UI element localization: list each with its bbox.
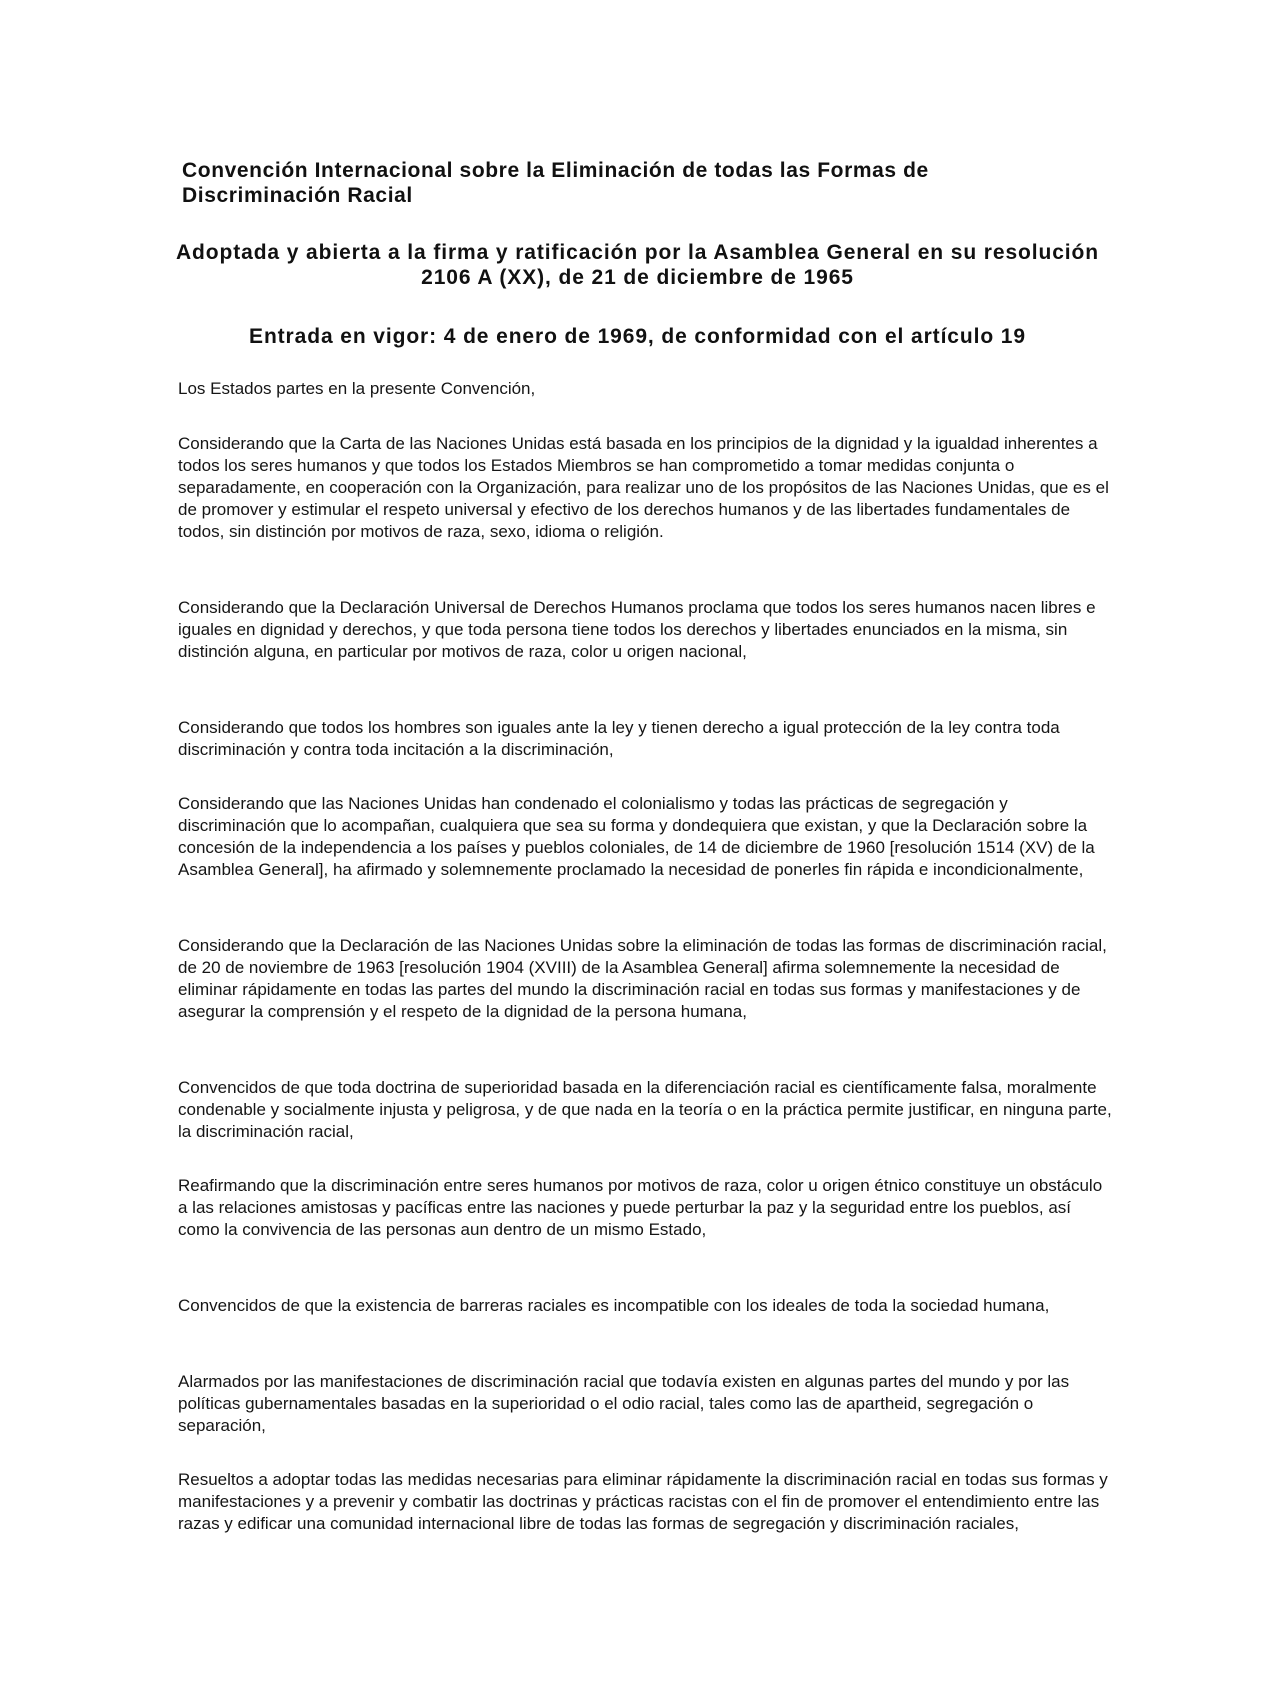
preamble-paragraph: Considerando que la Declaración de las Naciones Unidas sobre la eliminación de todas las formas de discriminación racial, de 20 de noviembre de 1963 [resolución 1904 (XVIII) de la Asamblea General] afirma solemnemente la necesidad de eliminar rápidamente en todas las partes del mundo la discriminación racial en todas sus formas y manifestaciones y de asegurar la comprensión y el respeto de la dignidad de la persona humana,	[178, 936, 1107, 1021]
preamble-opening: Los Estados partes en la presente Convención,	[178, 379, 536, 398]
preamble-paragraph: Considerando que las Naciones Unidas han condenado el colonialismo y todas las prácticas de segregación y discriminación que lo acompañan, cualquiera que sea su forma y dondequiera que existan, y que la Declaración sobre la concesión de la independencia a los países y pueblos coloniales, de 14 de diciembre de 1960 [resolución 1514 (XV) de la Asamblea General], ha afirmado y solemnemente proclamado la necesidad de ponerles fin rápida e incondicionalmente,	[178, 794, 1095, 879]
preamble-paragraph: Reafirmando que la discriminación entre seres humanos por motivos de raza, color u origen étnico constituye un obstáculo a las relaciones amistosas y pacíficas entre las naciones y puede perturbar la paz y la seguridad entre los pueblos, así como la convivencia de las personas aun dentro de un mismo Estado,	[178, 1176, 1103, 1239]
document-subtitle: Adoptada y abierta a la firma y ratificación por la Asamblea General en su resolución 2106 A (XX), de 21 de diciembre de 1965	[175, 241, 1099, 289]
preamble-paragraph: Considerando que todos los hombres son iguales ante la ley y tienen derecho a igual protección de la ley contra toda discriminación y contra toda incitación a la discriminación,	[178, 718, 1060, 759]
preamble-paragraph: Convencidos de que toda doctrina de superioridad basada en la diferenciación racial es científicamente falsa, moralmente condenable y socialmente injusta y peligrosa, y de que nada en la teoría o en la práctica permite justificar, en ninguna parte, la discriminación racial,	[178, 1078, 1112, 1141]
entry-into-force: Entrada en vigor: 4 de enero de 1969, de conformidad con el artículo 19	[249, 325, 1026, 348]
document-title: Convención Internacional sobre la Eliminación de todas las Formas de Discriminación Racial	[182, 159, 929, 207]
preamble-paragraph: Resueltos a adoptar todas las medidas necesarias para eliminar rápidamente la discriminación racial en todas sus formas y manifestaciones y a prevenir y combatir las doctrinas y prácticas racistas con el fin de promover el entendimiento entre las razas y edificar una comunidad internacional libre de todas las formas de segregación y discriminación raciales,	[178, 1470, 1108, 1533]
preamble-paragraph: Alarmados por las manifestaciones de discriminación racial que todavía existen en algunas partes del mundo y por las políticas gubernamentales basadas en la superioridad o el odio racial, tales como las de apartheid, segregación o separación,	[178, 1372, 1070, 1435]
preamble-paragraph: Considerando que la Declaración Universal de Derechos Humanos proclama que todos los seres humanos nacen libres e iguales en dignidad y derechos, y que toda persona tiene todos los derechos y libertades enunciados en la misma, sin distinción alguna, en particular por motivos de raza, color u origen nacional,	[178, 598, 1096, 661]
preamble-paragraph: Convencidos de que la existencia de barreras raciales es incompatible con los ideales de toda la sociedad humana,	[178, 1296, 1050, 1315]
preamble-paragraph: Considerando que la Carta de las Naciones Unidas está basada en los principios de la dignidad y la igualdad inherentes a todos los seres humanos y que todos los Estados Miembros se han comprometido a tomar medidas conjunta o separadamente, en cooperación con la Organización, para realizar uno de los propósitos de las Naciones Unidas, que es el de promover y estimular el respeto universal y efectivo de los derechos humanos y de las libertades fundamentales de todos, sin distinción por motivos de raza, sexo, idioma o religión.	[178, 434, 1109, 541]
